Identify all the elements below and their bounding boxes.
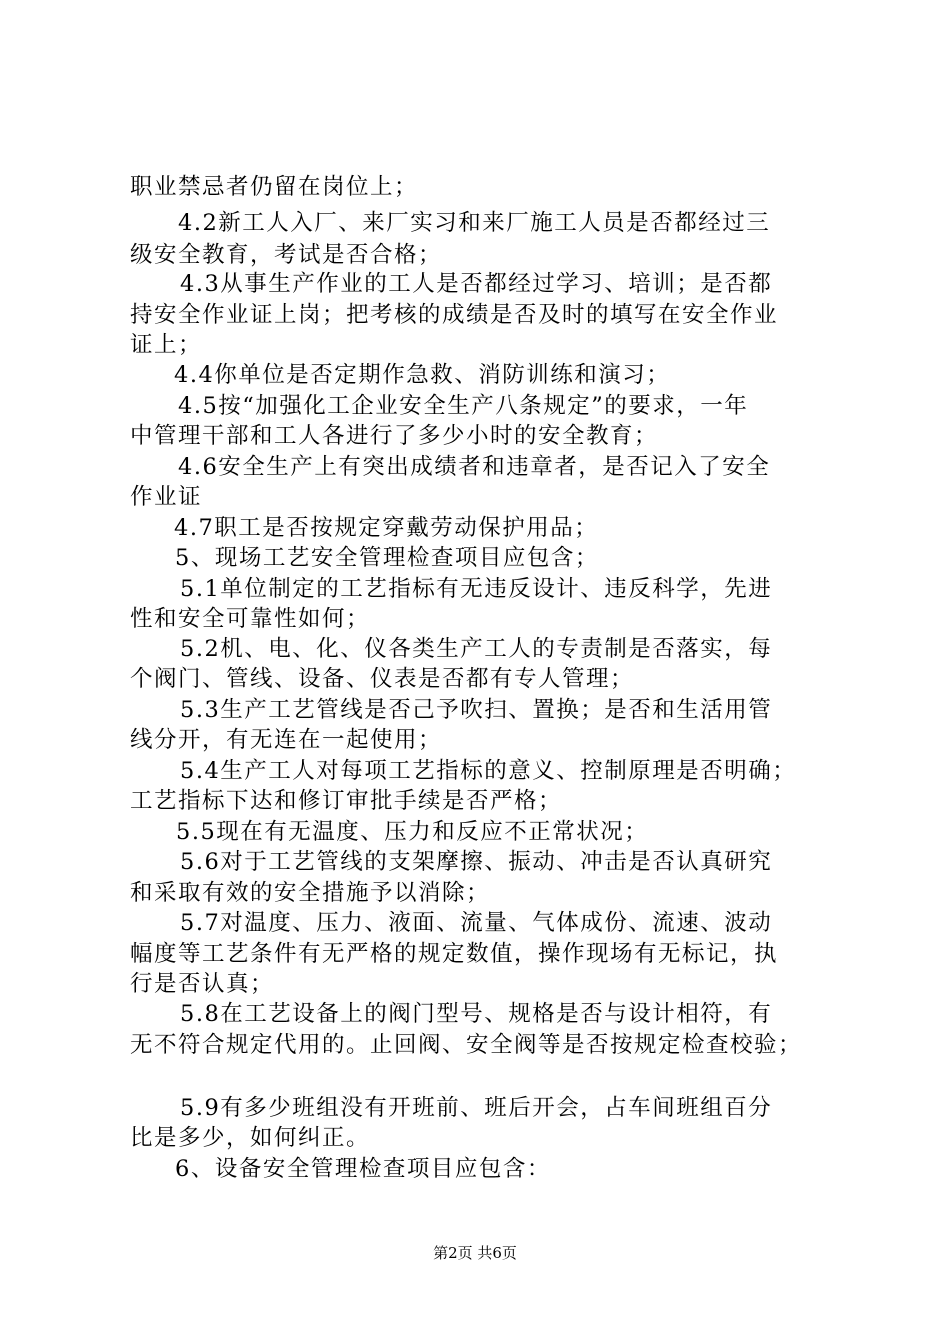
text-line: 4.6安全生产上有突出成绩者和违章者，是否记入了安全 [178,454,771,480]
text-line: 5.3生产工艺管线是否己予吹扫、置换；是否和生活用管 [180,697,773,723]
text-line: 幅度等工艺条件有无严格的规定数值，操作现场有无标记，执 [130,941,779,967]
text-line: 4.4你单位是否定期作急救、消防训练和演习； [174,362,671,388]
text-line: 和采取有效的安全措施予以消除； [130,880,491,906]
text-line: 6、设备安全管理检查项目应包含： [175,1156,551,1182]
text-line: 工艺指标下达和修订审批手续是否严格； [130,788,563,814]
text-line: 比是多少，如何纠正。 [130,1125,371,1151]
text-line: 线分开，有无连在一起使用； [130,727,443,753]
text-line: 5、现场工艺安全管理检查项目应包含； [175,545,599,571]
text-line: 个阀门、管线、设备、仪表是否都有专人管理； [130,666,635,692]
page-footer: 第2页 共6页 [433,1244,517,1262]
text-line: 5.5现在有无温度、压力和反应不正常状况； [176,819,649,845]
text-line: 5.4生产工人对每项工艺指标的意义、控制原理是否明确； [180,758,797,784]
text-line: 级安全教育，考试是否合格； [130,242,443,268]
text-line: 持安全作业证上岗；把考核的成绩是否及时的填写在安全作业 [130,302,779,328]
text-line: 5.1单位制定的工艺指标有无违反设计、违反科学，先进 [180,576,773,602]
text-line: 4.5按“加强化工企业安全生产八条规定”的要求，一年 [178,393,749,419]
text-line: 无不符合规定代用的。止回阀、安全阀等是否按规定检查校验； [130,1032,803,1058]
text-line: 中管理干部和工人各进行了多少小时的安全教育； [130,423,659,449]
text-line: 性和安全可靠性如何； [130,606,371,632]
text-line: 4.2新工人入厂、来厂实习和来厂施工人员是否都经过三 [178,210,771,236]
text-line: 职业禁忌者仍留在岗位上； [130,174,419,200]
text-line: 5.8在工艺设备上的阀门型号、规格是否与设计相符，有 [180,1001,773,1027]
text-line: 行是否认真； [130,971,275,997]
text-line: 证上； [130,332,203,358]
text-line: 4.3从事生产作业的工人是否都经过学习、培训；是否都 [180,271,773,297]
text-line: 5.6对于工艺管线的支架摩擦、振动、冲击是否认真研究 [180,849,773,875]
text-line: 5.2机、电、化、仪各类生产工人的专责制是否落实，每 [180,636,773,662]
text-line: 作业证 [130,484,203,510]
text-line: 4.7职工是否按规定穿戴劳动保护用品； [174,515,599,541]
text-line: 5.7对温度、压力、液面、流量、气体成份、流速、波动 [180,910,773,936]
text-line: 5.9有多少班组没有开班前、班后开会，占车间班组百分 [180,1095,773,1121]
